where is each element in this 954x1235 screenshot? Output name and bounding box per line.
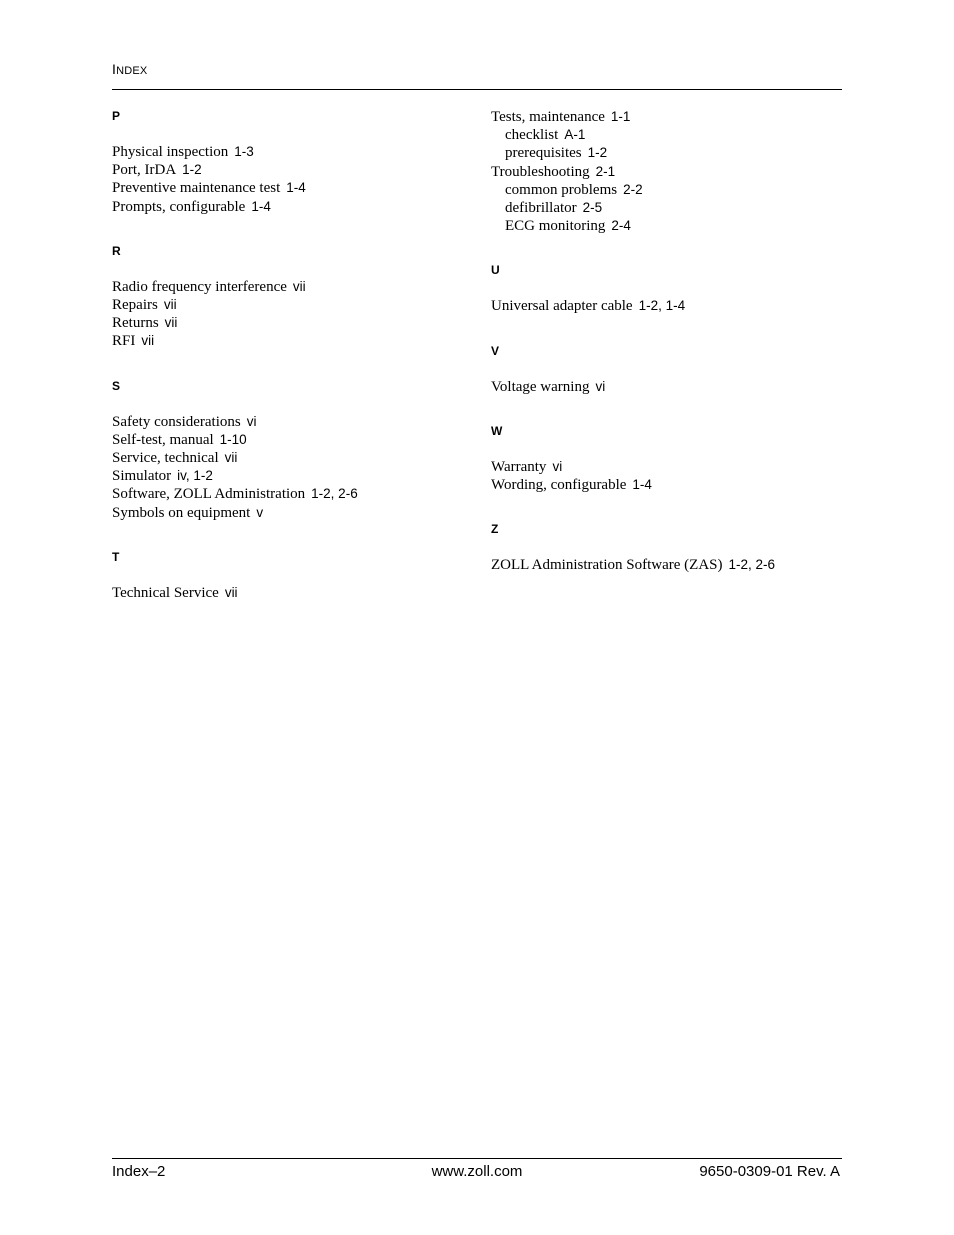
footer-doc-number: 9650-0309-01 Rev. A (699, 1163, 840, 1180)
entry-term: Warranty (491, 458, 547, 475)
entry-term: Self-test, manual (112, 431, 214, 448)
page-header-title (112, 61, 147, 77)
index-section (491, 521, 851, 574)
entry-page-reference: 1-2, 2-6 (728, 557, 776, 573)
index-entry (112, 314, 472, 332)
entry-page-reference: iv, 1-2 (177, 468, 213, 484)
index-section (112, 243, 472, 351)
index-entry (112, 278, 472, 296)
section-letter: S (112, 378, 121, 393)
entry-term: Physical inspection (112, 144, 229, 160)
entry-page-reference: v (256, 504, 264, 520)
index-section (112, 108, 472, 216)
section-letter: U (491, 263, 500, 278)
entry-page-reference: A-1 (564, 127, 586, 143)
section-gap (112, 351, 472, 378)
header-title-rest: NDEX (116, 65, 148, 77)
index-subentry (491, 217, 851, 235)
entry-term: Universal adapter cable (491, 298, 633, 315)
entry-page-reference: vii (224, 450, 238, 466)
section-letter: W (491, 423, 503, 438)
section-letter: R (112, 243, 121, 258)
index-entry (112, 296, 472, 314)
index-entry (491, 163, 851, 181)
entry-page-reference: 2-5 (582, 200, 603, 216)
entry-page-reference: vii (292, 278, 306, 294)
entry-term: Tests, maintenance (491, 109, 605, 125)
index-entry (112, 198, 472, 216)
entry-term: Radio frequency interference (112, 278, 287, 295)
entry-term: Returns (112, 315, 159, 332)
entry-term: Software, ZOLL Administration (112, 486, 306, 503)
entry-term: Preventive maintenance test (112, 180, 281, 197)
entry-term: Wording, configurable (491, 477, 627, 494)
entry-term: checklist (505, 127, 559, 144)
entry-page-reference: vi (552, 458, 563, 474)
entry-term: common problems (505, 181, 618, 198)
section-letter: V (491, 343, 500, 358)
footer-divider (112, 1158, 842, 1159)
entry-term: Prompts, configurable (112, 198, 246, 215)
index-column-left (112, 108, 472, 602)
index-entry (112, 485, 472, 503)
entry-term: ZOLL Administration Software (ZAS) (491, 557, 723, 574)
entry-page-reference: 1-3 (234, 144, 254, 159)
entry-term: Repairs (112, 297, 158, 314)
entry-term: Port, IrDA (112, 162, 177, 179)
index-section (112, 549, 472, 602)
footer-page-number: Index–2 (112, 1163, 166, 1180)
index-section (491, 108, 851, 235)
index-entry (112, 504, 472, 522)
index-entry (112, 467, 472, 485)
entry-page-reference: 1-2 (182, 162, 202, 178)
index-entry (491, 378, 851, 396)
entry-term: defibrillator (505, 200, 577, 217)
entry-page-reference: 1-4 (251, 198, 271, 214)
entry-term: Voltage warning (491, 378, 590, 395)
index-entry (491, 556, 851, 574)
section-gap (112, 522, 472, 549)
index-entry (112, 143, 472, 161)
index-subentry (491, 144, 851, 162)
section-letter: P (112, 109, 121, 123)
entry-term: ECG monitoring (505, 218, 606, 235)
entry-term: Technical Service (112, 584, 219, 601)
index-subentry (491, 181, 851, 199)
section-letter: Z (491, 522, 499, 537)
section-gap (491, 316, 851, 343)
index-entry (491, 476, 851, 494)
entry-page-reference: vii (164, 315, 178, 331)
entry-page-reference: 1-4 (286, 180, 306, 196)
entry-page-reference: 1-4 (632, 477, 652, 493)
entry-term: Simulator (112, 468, 172, 485)
section-gap (491, 396, 851, 423)
index-section (491, 262, 851, 315)
header-title-initial: I (112, 61, 117, 77)
section-letter: T (112, 549, 120, 564)
entry-page-reference: vi (595, 378, 606, 394)
index-subentry (491, 199, 851, 217)
entry-page-reference: vii (141, 333, 155, 349)
entry-term: Safety considerations (112, 413, 241, 430)
entry-page-reference: 2-1 (595, 163, 616, 179)
index-entry (112, 161, 472, 179)
section-gap (112, 216, 472, 243)
entry-page-reference: 1-2, 2-6 (311, 486, 358, 502)
section-gap (491, 494, 851, 521)
entry-page-reference: vii (224, 584, 238, 600)
entry-page-reference: 1-2 (587, 145, 608, 161)
entry-term: prerequisites (505, 145, 582, 162)
entry-page-reference: 2-2 (623, 181, 643, 197)
index-entry (112, 449, 472, 467)
entry-term: Symbols on equipment (112, 504, 251, 521)
entry-term: Service, technical (112, 450, 219, 467)
index-entry (112, 179, 472, 197)
index-entry (112, 332, 472, 350)
entry-term: Troubleshooting (491, 163, 590, 180)
entry-page-reference: vi (246, 413, 257, 429)
section-gap (491, 235, 851, 262)
entry-term: RFI (112, 333, 136, 350)
index-section (491, 343, 851, 396)
index-entry (491, 108, 851, 126)
index-column-right (491, 108, 851, 574)
index-section (112, 378, 472, 522)
entry-page-reference: 2-4 (611, 218, 631, 234)
index-entry (112, 413, 472, 431)
entry-page-reference: 1-2, 1-4 (638, 298, 686, 314)
index-entry (491, 297, 851, 315)
header-divider (112, 89, 842, 90)
entry-page-reference: 1-10 (219, 431, 247, 447)
entry-page-reference: vii (163, 297, 177, 313)
index-entry (112, 431, 472, 449)
index-entry (491, 458, 851, 476)
index-subentry (491, 126, 851, 144)
index-section (491, 423, 851, 494)
entry-page-reference: 1-1 (610, 109, 631, 124)
footer-url: www.zoll.com (431, 1163, 523, 1180)
index-entry (112, 584, 472, 602)
